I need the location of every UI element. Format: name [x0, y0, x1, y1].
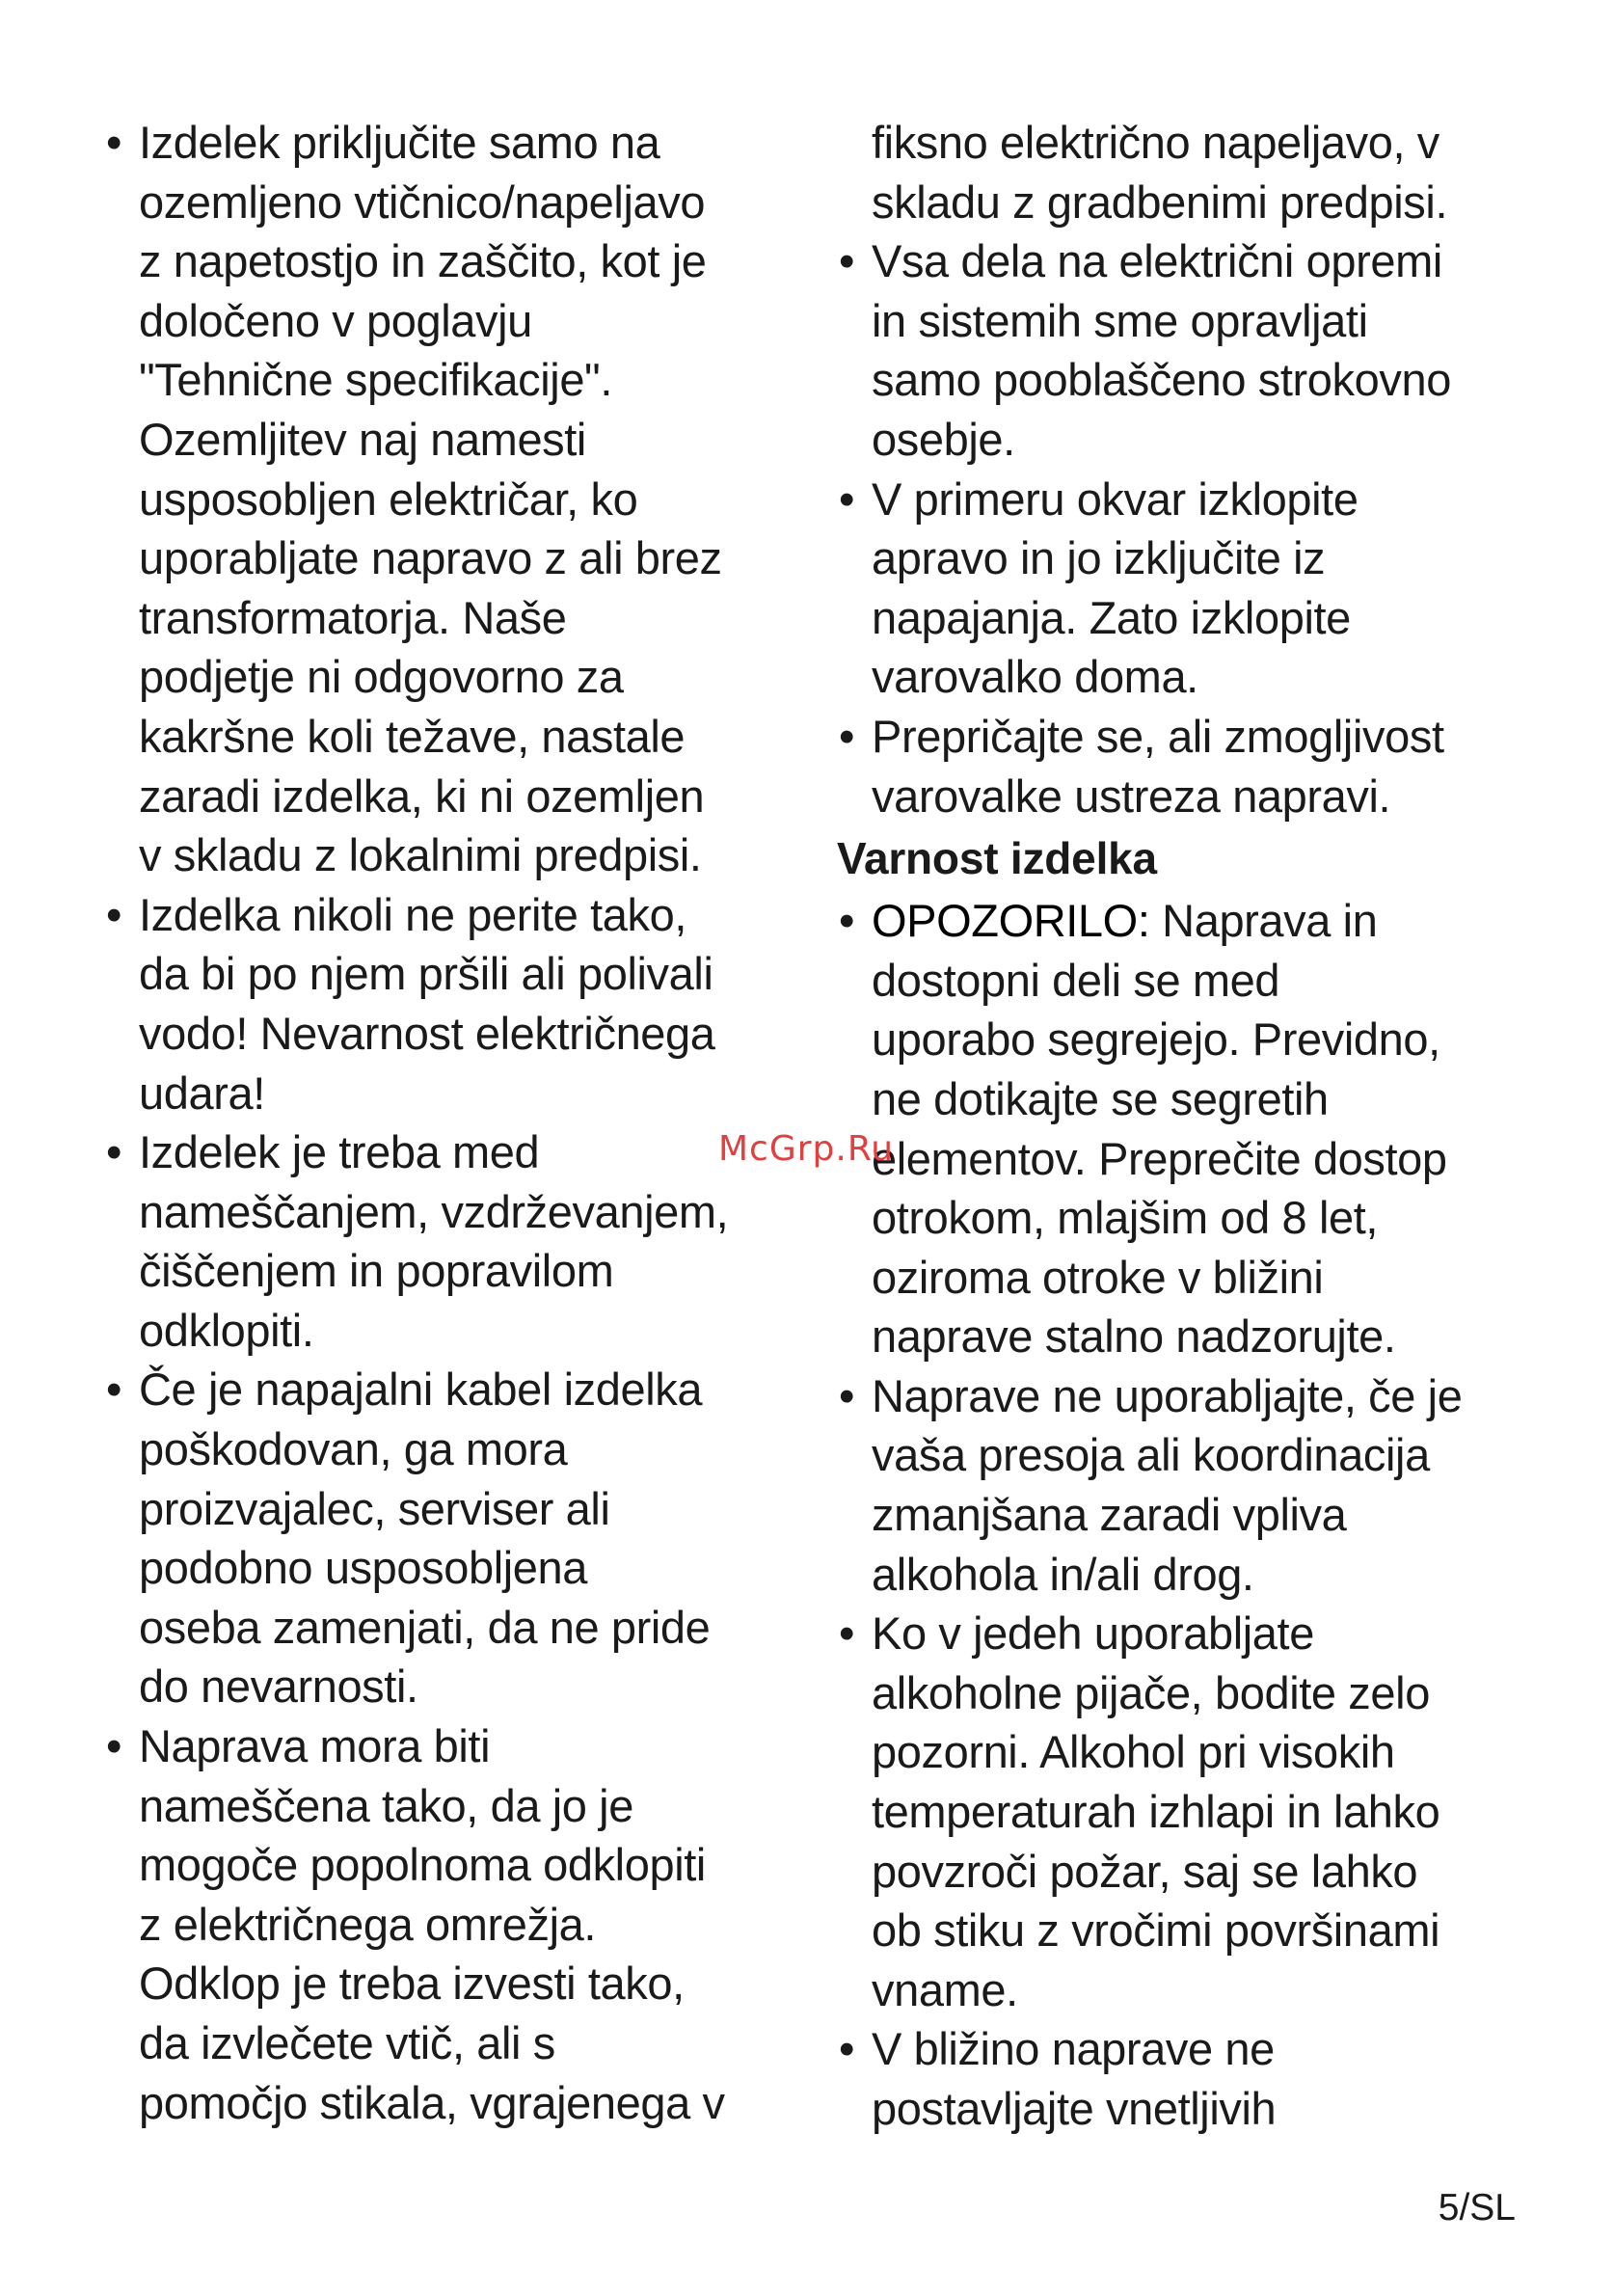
right-bullet-list-top [837, 113, 1531, 825]
list-item: • V primeru okvar izklopite apravo in jo izključite iz napajanja. Zato izklopite varovalko doma. [837, 470, 1531, 707]
right-bullet-list-bottom [837, 891, 1531, 2138]
list-item: • Izdelka nikoli ne perite tako, da bi po njem pršili ali polivali vodo! Nevarnost električnega udara! [104, 885, 789, 1122]
page-number: 5/SL [1438, 2187, 1516, 2228]
left-bullet-list [104, 113, 789, 2132]
warning-item [837, 891, 1531, 1366]
warning-label: OPOZORILO: [872, 895, 1150, 947]
continuation-text: fiksno električno napeljavo, v skladu z gradbenimi predpisi. [872, 117, 1448, 228]
left-column [104, 113, 789, 2132]
right-column [837, 113, 1531, 2139]
list-item: • Naprava mora biti nameščena tako, da jo je mogoče popolnoma odklopiti z električnega omrežja. Odklop je treba izvesti tako, da izvlečete vtič, ali s pomočjo stikala, vgrajenega v [104, 1716, 789, 2132]
list-item: • Prepričajte se, ali zmogljivost varovalke ustreza napravi. [837, 707, 1531, 825]
section-heading: Varnost izdelka [837, 833, 1157, 884]
warning-text: Naprava in dostopni deli se med uporabo segrejejo. Previdno, ne dotikajte se segretih elementov. Preprečite dostop otrokom, mlajšim od 8 let, oziroma otroke v bližini naprave stalno nadzorujte. [872, 895, 1447, 1363]
list-item: • V bližino naprave ne postavljajte vnetljivih [837, 2019, 1531, 2138]
list-item: • Ko v jedeh uporabljate alkoholne pijače, bodite zelo pozorni. Alkohol pri visokih temperaturah izhlapi in lahko povzroči požar, saj se lahko ob stiku z vročimi površinami vname. [837, 1604, 1531, 2019]
list-item: • Naprave ne uporabljajte, če je vaša presoja ali koordinacija zmanjšana zaradi vpliva alkohola in/ali drog. [837, 1366, 1531, 1604]
list-item: • Izdelek priključite samo na ozemljeno vtičnico/napeljavo z napetostjo in zaščito, kot je določeno v poglavju "Tehnične specifikacije". Ozemljitev naj namesti usposobljen električar, ko uporabljate napravo z ali brez transformatorja. Naše podjetje ni odgovorno za kakršne koli težave, nastale zaradi izdelka, ki ni ozemljen v skladu z lokalnimi predpisi. [104, 113, 789, 885]
list-item: • Če je napajalni kabel izdelka poškodovan, ga mora proizvajalec, serviser ali podobno usposobljena oseba zamenjati, da ne pride do nevarnosti. [104, 1360, 789, 1716]
list-item: • Vsa dela na električni opremi in sistemih sme opravljati samo pooblaščeno strokovno osebje. [837, 231, 1531, 469]
list-item: • Izdelek je treba med nameščanjem, vzdrževanjem, čiščenjem in popravilom odklopiti. [104, 1122, 789, 1360]
watermark: McGrp.Ru [718, 1129, 895, 1169]
